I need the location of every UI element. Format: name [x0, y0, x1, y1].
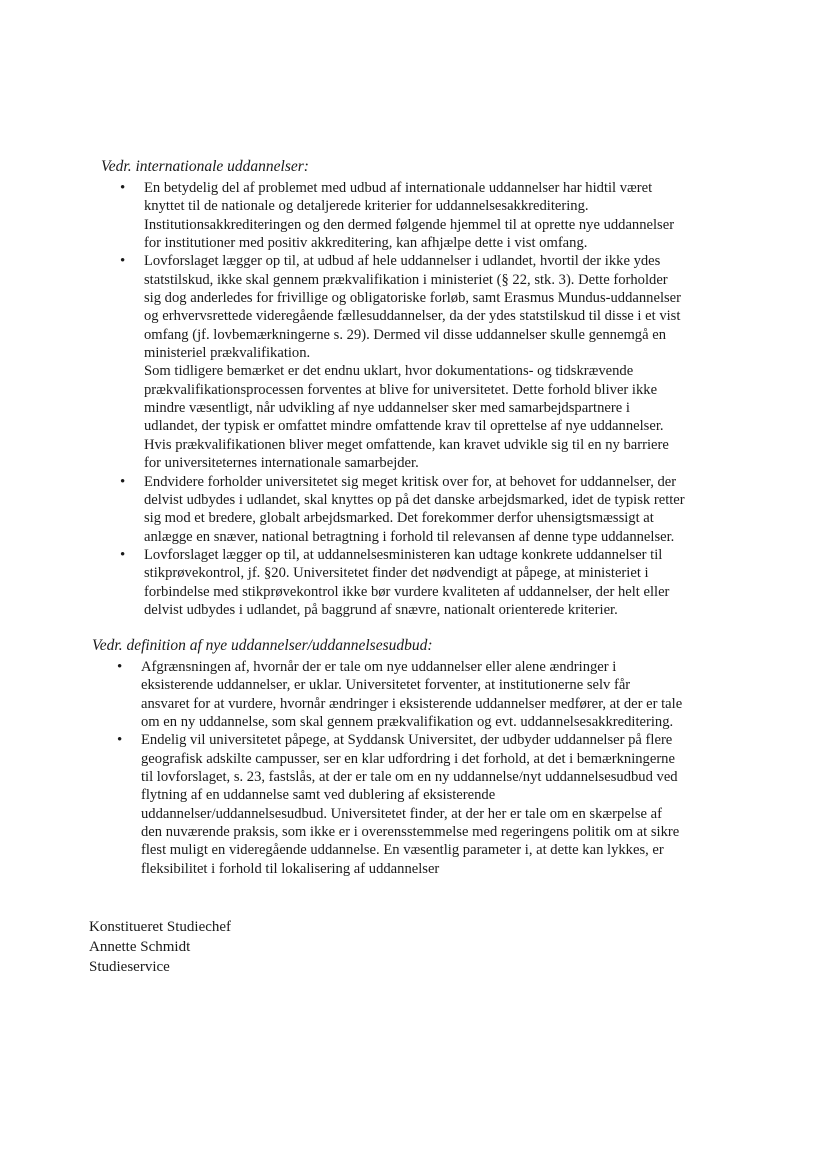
text-line: delvist udbydes i udlandet, skal knyttes op på det danske arbejdsmarked, idet de typisk retter [144, 491, 685, 508]
text-line: sig mod et bredere, globalt arbejdsmarked. Det forekommer derfor uhensigtsmæssigt at [144, 510, 654, 527]
text-line: fleksibilitet i forhold til lokalisering af uddannelser [141, 860, 440, 877]
text-line: forbindelse med stikprøvekontrol ikke bør vurdere kvaliteten af uddannelser, der helt eller [144, 583, 670, 600]
bullet-icon: • [120, 546, 126, 563]
text-line: flytning af en uddannelse samt ved dublering af eksisterende [141, 787, 496, 804]
text-line: stikprøvekontrol, jf. §20. Universitetet finder det nødvendigt at påpege, at ministeriet i [144, 565, 649, 582]
signature-department: Studieservice [89, 959, 170, 975]
text-line: prækvalifikationsprocessen forventes at blive for universitetet. Dette forhold bliver ikke [144, 381, 658, 398]
text-line: mindre væsentligt, når udvikling af nye uddannelser sker med samarbejdspartnere i [144, 400, 630, 417]
bullet-icon: • [120, 473, 126, 490]
text-line: Afgrænsningen af, hvornår der er tale om nye uddannelser eller alene ændringer i [141, 659, 617, 675]
text-line: flest muligt en videregående uddannelse. En væsentlig parameter i, at dette kan lykkes, er [141, 842, 664, 859]
bullet-list-definition [110, 658, 750, 878]
signature-block [89, 917, 231, 977]
signature-title: Konstitueret Studiechef [89, 919, 232, 935]
bullet-item [113, 473, 753, 546]
text-line: geografisk adskilte campusser, ser en klar udfordring i det forhold, at det i bemærkningerne [141, 750, 675, 767]
text-line: uddannelser/uddannelsesudbud. Universitetet finder, at der her er tale om en skærpelse af [141, 805, 662, 822]
text-line: den nuværende praksis, som ikke er i overensstemmelse med regeringens politik om at sikre [141, 824, 680, 841]
text-line: for institutioner med positiv akkreditering, kan afhjælpe dette i vist omfang. [144, 235, 588, 252]
bullet-item [113, 546, 753, 619]
text-line: for universiteternes internationale samarbejder. [144, 455, 419, 472]
text-line: Lovforslaget lægger op til, at uddannelsesministeren kan udtage konkrete uddannelser til [144, 546, 663, 563]
text-line: Som tidligere bemærket er det endnu uklart, hvor dokumentations- og tidskrævende [144, 363, 634, 380]
text-line: Endelig vil universitetet påpege, at Syddansk Universitet, der udbyder uddannelser på flere [141, 732, 673, 749]
text-line: og erhvervsrettede videregående fællesuddannelser, da der ydes statstilskud til disse i et vist [144, 308, 681, 325]
text-line: omfang (jf. lovbemærkningerne s. 29). Dermed vil disse uddannelser skulle gennemgå en [144, 326, 666, 343]
text-line: udlandet, der typisk er omfattet mindre omfattende krav til oprettelse af nye uddannelser. [144, 418, 664, 435]
bullet-icon: • [117, 732, 123, 749]
bullet-item [113, 179, 753, 252]
text-line: Hvis prækvalifikationen bliver meget omfattende, kan kravet udvikle sig til en ny barriere [144, 436, 669, 453]
bullet-icon: • [120, 253, 126, 270]
bullet-icon: • [117, 659, 123, 675]
text-line: om en ny uddannelse, som skal gennem prækvalifikation og evt. uddannelsesakkreditering. [141, 714, 674, 731]
text-line: anlægge en snæver, national betragtning i forhold til relevansen af denne type uddannelser. [144, 528, 675, 545]
text-line: Endvidere forholder universitetet sig meget kritisk over for, at behovet for uddannelser, der [144, 473, 677, 490]
signature-name: Annette Schmidt [89, 939, 191, 955]
bullet-item [110, 731, 750, 878]
text-line: statstilskud, ikke skal gennem prækvalifikation i ministeriet (§ 22, stk. 3). Dette forholder [144, 271, 668, 288]
bullet-item [110, 658, 750, 731]
text-line: Lovforslaget lægger op til, at udbud af hele uddannelser i udlandet, hvortil der ikke ydes [144, 253, 661, 270]
text-line: eksisterende uddannelser, er uklar. Universitetet forventer, at institutionerne selv får [141, 677, 631, 694]
section-heading-international: Vedr. internationale uddannelser: [101, 158, 309, 175]
text-line: En betydelig del af problemet med udbud af internationale uddannelser har hidtil været [144, 180, 653, 196]
bullet-icon: • [120, 180, 126, 196]
text-line: ansvaret for at vurdere, hvornår ændringer i eksisterende uddannelser medfører, at der er tale [141, 695, 683, 712]
text-line: Institutionsakkrediteringen og den dermed følgende hjemmel til at oprette nye uddannelser [144, 216, 675, 233]
text-line: delvist udbydes i udlandet, på baggrund af snævre, nationalt orienterede kriterier. [144, 601, 618, 618]
section-heading-definition: Vedr. definition af nye uddannelser/uddannelsesudbud: [92, 637, 433, 654]
bullet-list-international [113, 179, 753, 619]
text-line: knyttet til de nationale og detaljerede kriterier for uddannelsesakkreditering. [144, 198, 589, 215]
text-line: til lovforslaget, s. 23, fastslås, at der er tale om en ny uddannelse/nyt uddannelsesudbud ved [141, 769, 678, 786]
text-line: sig dog anderledes for frivillige og obligatoriske forløb, samt Erasmus Mundus-uddannelser [144, 290, 682, 307]
text-line: ministeriel prækvalifikation. [144, 345, 311, 362]
bullet-item [113, 252, 753, 472]
